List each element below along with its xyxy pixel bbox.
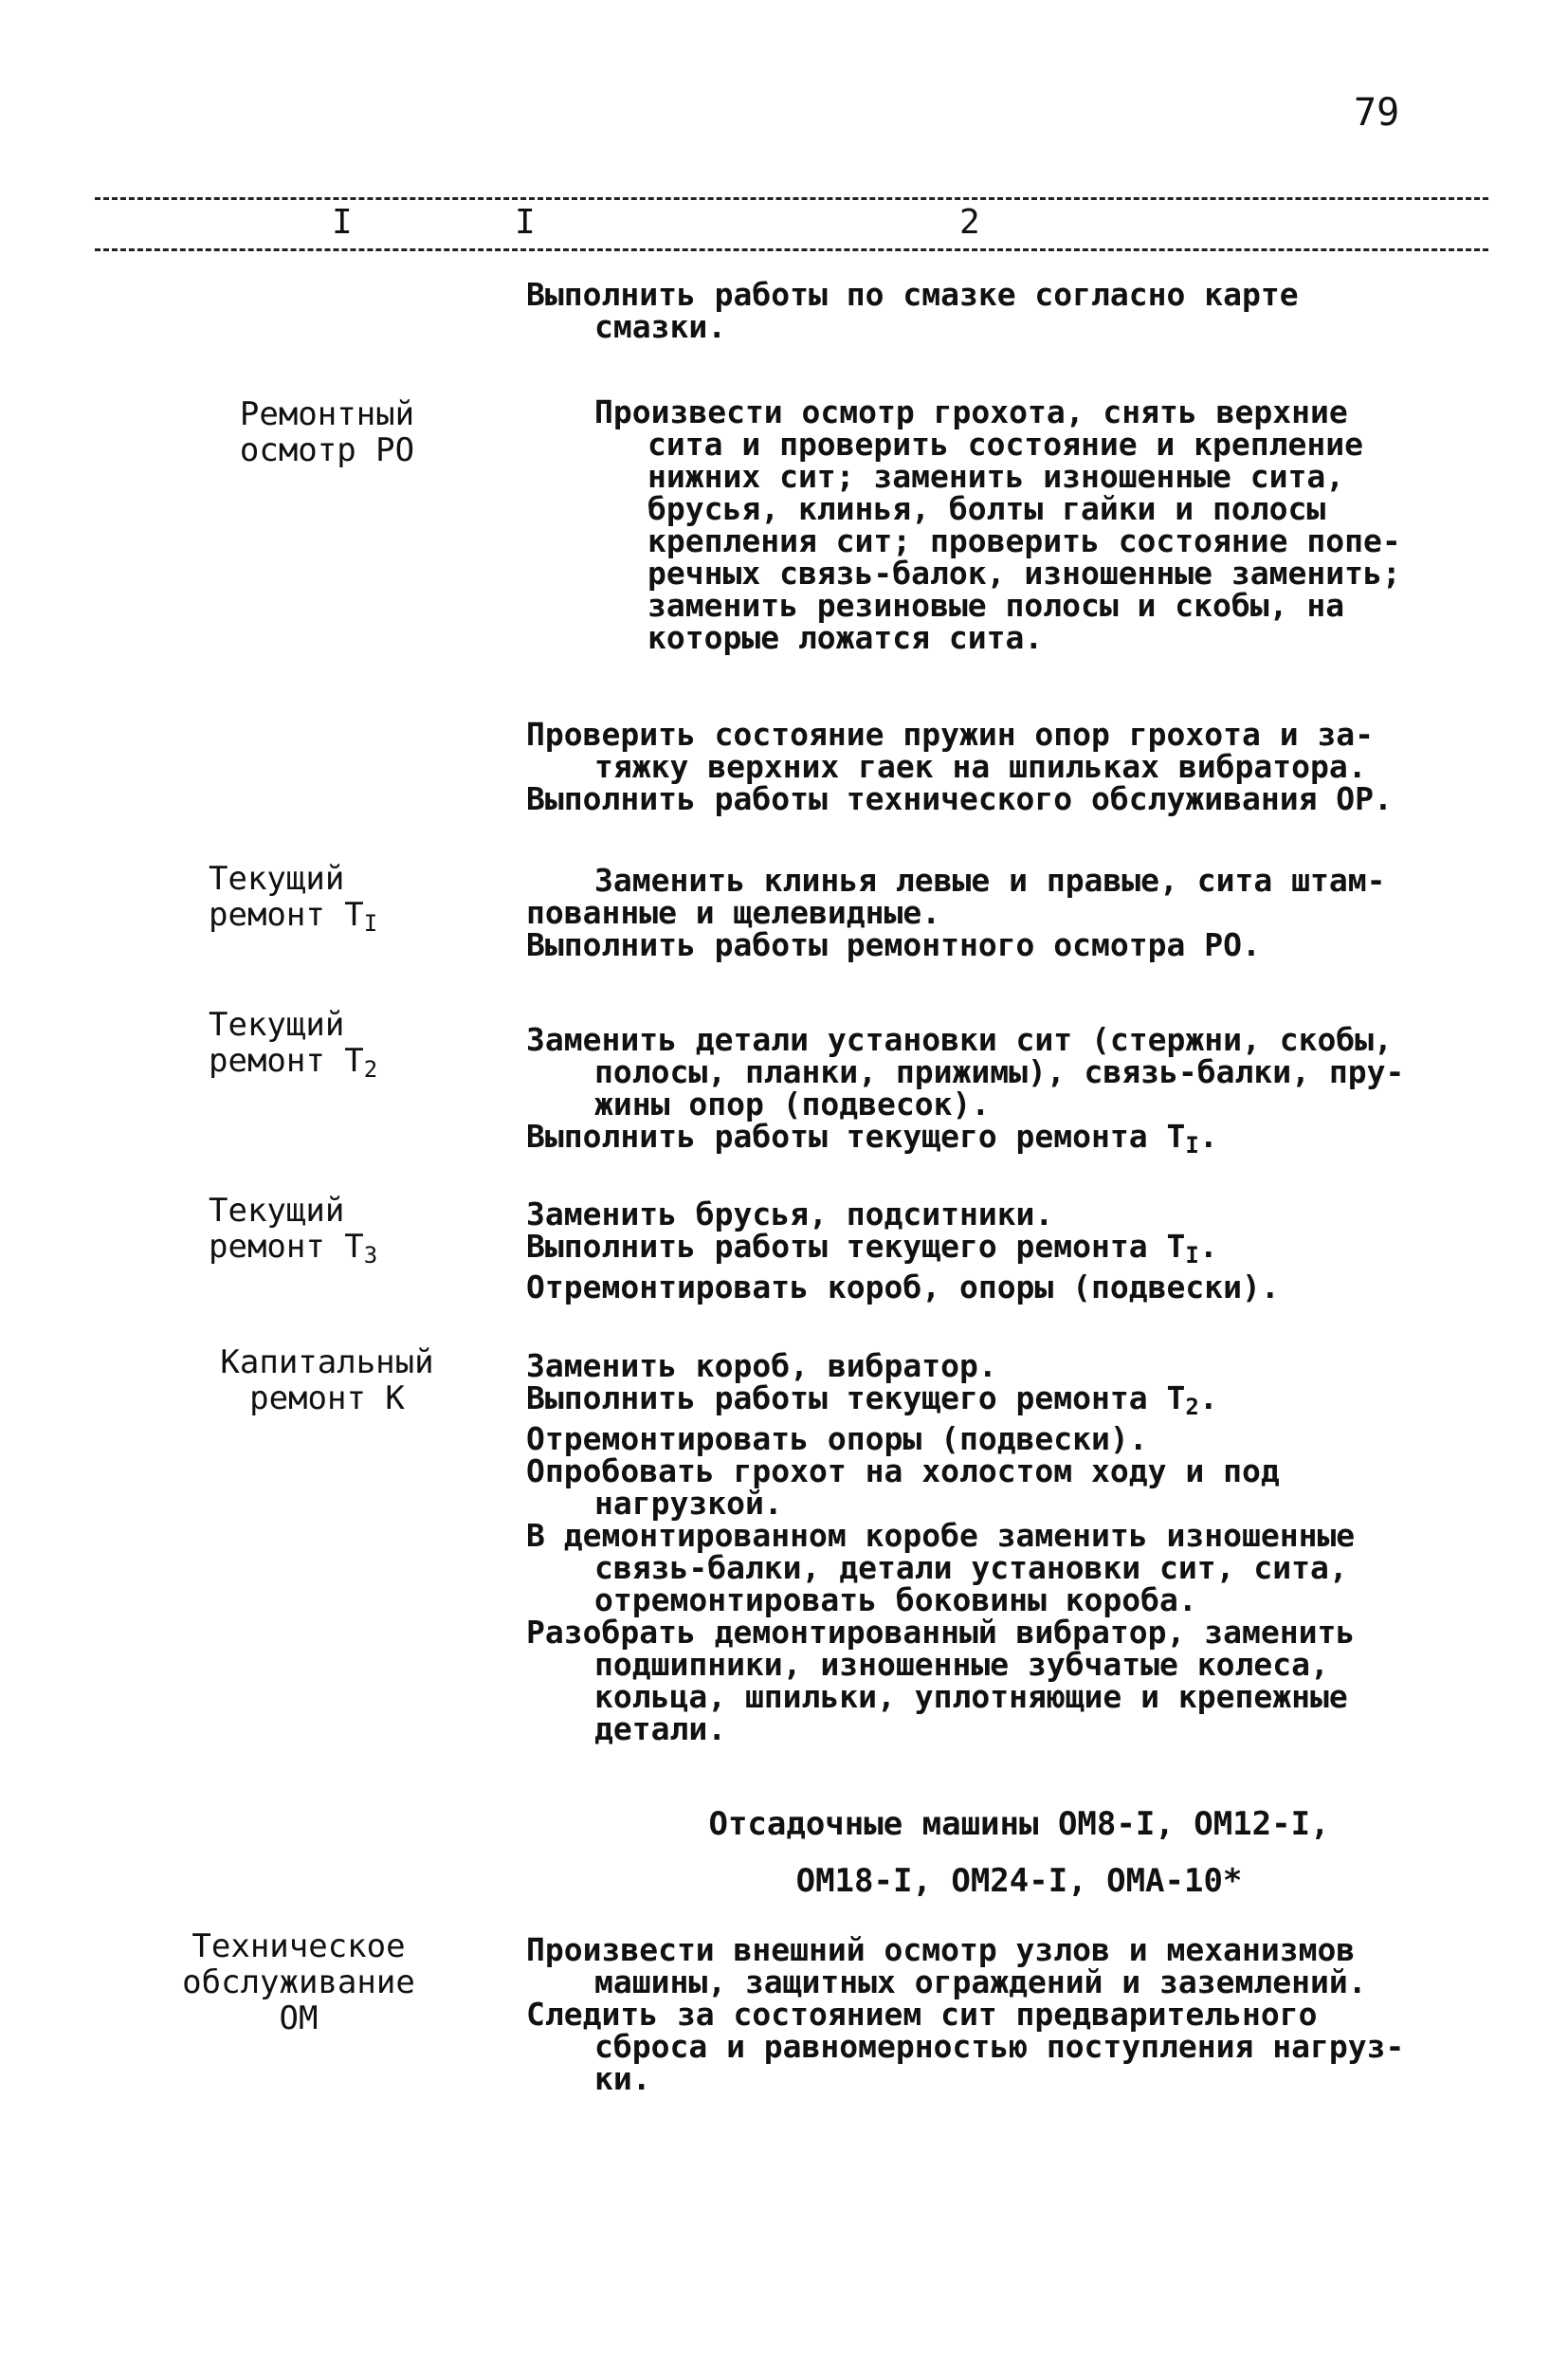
row-text-current-repair-t2 bbox=[526, 1021, 1512, 1161]
text-line: Отремонтировать опоры (подвески). bbox=[526, 1420, 1148, 1457]
text-line: жины опор (подвесок). bbox=[594, 1086, 991, 1123]
text-line: нижних сит; заменить изношенные сита, bbox=[647, 458, 1345, 495]
row-text-repair-inspection-2 bbox=[526, 716, 1512, 817]
text-line: Опробовать грохот на холостом ходу и под bbox=[526, 1452, 1280, 1489]
row-label-maintenance-om bbox=[142, 1928, 455, 2036]
heading-line: Отсадочные машины ОМ8-I, ОМ12-I, bbox=[708, 1805, 1330, 1843]
row-label-current-repair-t3 bbox=[209, 1193, 521, 1273]
subscript: I bbox=[363, 910, 378, 937]
label-line: обслуживание bbox=[182, 1963, 415, 2001]
subscript: I bbox=[1185, 1242, 1199, 1269]
row-label-repair-inspection bbox=[171, 396, 483, 468]
text-line: речных связь-балок, изношенные заменить; bbox=[647, 555, 1401, 592]
text-line: машины, защитных ограждений и заземлений. bbox=[594, 1963, 1367, 2000]
label-line: ремонт Т bbox=[209, 1042, 364, 1080]
label-line: ремонт К bbox=[249, 1379, 405, 1417]
text-line: . bbox=[1198, 1379, 1218, 1416]
column-1-header: I bbox=[332, 203, 353, 242]
subscript: 2 bbox=[1185, 1394, 1199, 1420]
text-line: которые ложатся сита. bbox=[647, 619, 1044, 656]
label-line: Текущий bbox=[209, 860, 345, 898]
row-text-current-repair-t1 bbox=[526, 862, 1512, 963]
table-header-rule bbox=[95, 248, 1488, 251]
label-line: ОМ bbox=[279, 1999, 319, 2037]
text-line: брусья, клинья, болты гайки и полосы bbox=[647, 490, 1326, 527]
row-label-current-repair-t2 bbox=[209, 1007, 521, 1087]
text-line: Проверить состояние пружин опор грохота и за- bbox=[526, 716, 1375, 753]
label-line: Капитальный bbox=[220, 1343, 434, 1381]
text-line: . bbox=[1198, 1118, 1218, 1155]
text-line: Выполнить работы технического обслуживания ОР. bbox=[526, 780, 1393, 817]
text-line: отремонтировать боковины короба. bbox=[594, 1581, 1197, 1618]
page-number: 79 bbox=[1354, 91, 1400, 135]
row-text-repair-inspection-1 bbox=[526, 393, 1512, 656]
section-heading-jigging-machines bbox=[526, 1796, 1512, 1909]
text-line: Выполнить работы текущего ремонта Т bbox=[526, 1118, 1186, 1155]
row-label-capital-repair bbox=[171, 1344, 483, 1416]
label-line: осмотр РО bbox=[239, 431, 415, 469]
subscript: 3 bbox=[363, 1242, 378, 1269]
text-line: подшипники, изношенные зубчатые колеса, bbox=[594, 1646, 1329, 1683]
text-line: заменить резиновые полосы и скобы, на bbox=[647, 587, 1345, 624]
row-label-current-repair-t1 bbox=[209, 861, 521, 941]
column-separator: I bbox=[515, 203, 536, 242]
text-line: крепления сит; проверить состояние попе- bbox=[647, 522, 1401, 559]
text-line: Выполнить работы ремонтного осмотра РО. bbox=[526, 926, 1261, 963]
heading-line: ОМ18-I, ОМ24-I, ОМА-10* bbox=[795, 1862, 1243, 1900]
text-line: Произвести внешний осмотр узлов и механизмов bbox=[526, 1931, 1356, 1968]
table-top-rule bbox=[95, 197, 1488, 200]
text-line: смазки. bbox=[594, 308, 727, 345]
label-line: Техническое bbox=[191, 1927, 406, 1965]
intro-text bbox=[526, 276, 1512, 345]
row-text-current-repair-t3 bbox=[526, 1198, 1512, 1304]
text-line: сброса и равномерностью поступления нагруз- bbox=[594, 2028, 1405, 2065]
text-line: Разобрать демонтированный вибратор, заменить bbox=[526, 1614, 1356, 1651]
text-line: Выполнить работы текущего ремонта Т bbox=[526, 1379, 1186, 1416]
text-line: Заменить брусья, подситники. bbox=[526, 1196, 1054, 1232]
text-line: пованные и щелевидные. bbox=[526, 894, 941, 931]
column-2-header: 2 bbox=[959, 203, 980, 242]
text-line: нагрузкой. bbox=[594, 1485, 783, 1522]
label-line: Текущий bbox=[209, 1192, 345, 1230]
text-line: Заменить детали установки сит (стержни, скобы, bbox=[526, 1021, 1393, 1058]
text-line: Выполнить работы текущего ремонта Т bbox=[526, 1228, 1186, 1265]
text-line: кольца, шпильки, уплотняющие и крепежные bbox=[594, 1678, 1348, 1715]
label-line: ремонт Т bbox=[209, 896, 364, 934]
text-line: тяжку верхних гаек на шпильках вибратора. bbox=[594, 748, 1367, 785]
text-line: Отремонтировать короб, опоры (подвески). bbox=[526, 1269, 1280, 1305]
text-line: полосы, планки, прижимы), связь-балки, пру- bbox=[594, 1053, 1405, 1090]
text-line: В демонтированном коробе заменить изношенные bbox=[526, 1517, 1356, 1554]
subscript: 2 bbox=[363, 1056, 378, 1083]
label-line: ремонт Т bbox=[209, 1228, 364, 1266]
text-line: детали. bbox=[594, 1710, 727, 1747]
text-line: сита и проверить состояние и крепление bbox=[647, 426, 1363, 463]
text-line: ки. bbox=[594, 2060, 651, 2097]
text-line: Заменить короб, вибратор. bbox=[526, 1347, 997, 1384]
row-text-maintenance-om bbox=[526, 1931, 1512, 2097]
row-text-capital-repair bbox=[526, 1347, 1512, 1747]
label-line: Ремонтный bbox=[239, 395, 415, 433]
label-line: Текущий bbox=[209, 1006, 345, 1044]
text-line: связь-балки, детали установки сит, сита, bbox=[594, 1549, 1348, 1586]
subscript: I bbox=[1185, 1132, 1199, 1159]
text-line: Заменить клинья левые и правые, сита штам- bbox=[594, 862, 1386, 899]
text-line: . bbox=[1198, 1228, 1218, 1265]
text-line: Произвести осмотр грохота, снять верхние bbox=[594, 393, 1348, 430]
text-line: Следить за состоянием сит предварительного bbox=[526, 1996, 1318, 2033]
text-line: Выполнить работы по смазке согласно карте bbox=[526, 276, 1299, 313]
